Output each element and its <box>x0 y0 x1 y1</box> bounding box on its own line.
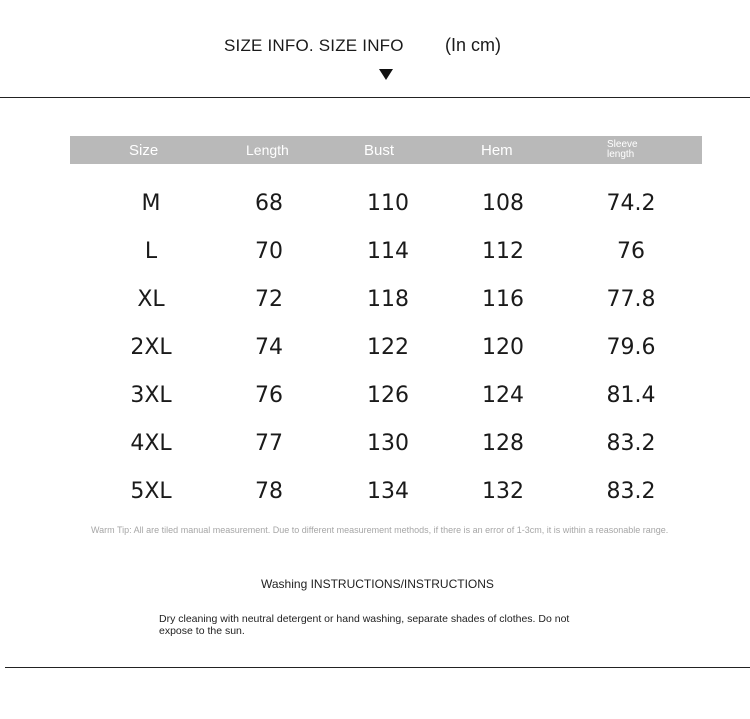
cell-bust: 134 <box>367 479 409 504</box>
cell-sleeve-length: 77.8 <box>606 287 656 312</box>
cell-hem: 120 <box>482 335 524 360</box>
cell-bust: 110 <box>367 191 409 216</box>
column-header-sleeve-length: Sleeve length <box>607 139 638 160</box>
table-row <box>70 383 702 413</box>
cell-bust: 122 <box>367 335 409 360</box>
cell-size: 3XL <box>130 383 172 408</box>
size-table-header <box>70 136 702 164</box>
cell-sleeve-length: 74.2 <box>606 191 656 216</box>
table-row <box>70 191 702 221</box>
cell-length: 72 <box>255 287 283 312</box>
cell-sleeve-length: 79.6 <box>606 335 656 360</box>
cell-sleeve-length: 83.2 <box>606 431 656 456</box>
cell-sleeve-length: 76 <box>617 239 645 264</box>
washing-text: Dry cleaning with neutral detergent or hand washing, separate shades of clothes. Do not expose to the sun. <box>159 613 570 637</box>
table-row <box>70 479 702 509</box>
table-row <box>70 335 702 365</box>
cell-length: 77 <box>255 431 283 456</box>
triangle-down-icon <box>379 69 393 80</box>
table-row <box>70 239 702 269</box>
cell-hem: 128 <box>482 431 524 456</box>
table-row <box>70 287 702 317</box>
cell-size: XL <box>137 287 165 312</box>
cell-bust: 130 <box>367 431 409 456</box>
cell-hem: 124 <box>482 383 524 408</box>
cell-length: 76 <box>255 383 283 408</box>
cell-size: 2XL <box>130 335 172 360</box>
column-header-hem: Hem <box>481 141 513 159</box>
warm-tip: Warm Tip: All are tiled manual measurement. Due to different measurement methods, if there is an error of 1-3cm, it is within a reasonable range. <box>91 525 669 535</box>
column-header-bust: Bust <box>364 141 395 159</box>
cell-size: 5XL <box>130 479 172 504</box>
cell-bust: 126 <box>367 383 409 408</box>
cell-bust: 118 <box>367 287 409 312</box>
cell-hem: 108 <box>482 191 524 216</box>
table-row <box>70 431 702 461</box>
cell-length: 70 <box>255 239 283 264</box>
unit-label: (In cm) <box>445 35 501 55</box>
cell-hem: 116 <box>482 287 524 312</box>
cell-sleeve-length: 81.4 <box>606 383 656 408</box>
cell-length: 78 <box>255 479 283 504</box>
cell-length: 68 <box>255 191 283 216</box>
cell-sleeve-length: 83.2 <box>606 479 656 504</box>
cell-length: 74 <box>255 335 283 360</box>
cell-size: L <box>144 239 158 264</box>
cell-size: 4XL <box>130 431 172 456</box>
washing-title: Washing INSTRUCTIONS/INSTRUCTIONS <box>261 577 494 591</box>
top-divider <box>0 97 750 98</box>
column-header-size: Size <box>129 141 159 159</box>
size-info-title: SIZE INFO. SIZE INFO <box>224 36 404 55</box>
cell-bust: 114 <box>367 239 409 264</box>
cell-hem: 112 <box>482 239 524 264</box>
cell-hem: 132 <box>482 479 524 504</box>
bottom-divider <box>5 667 750 668</box>
column-header-length: Length <box>246 142 289 158</box>
cell-size: M <box>141 191 161 216</box>
